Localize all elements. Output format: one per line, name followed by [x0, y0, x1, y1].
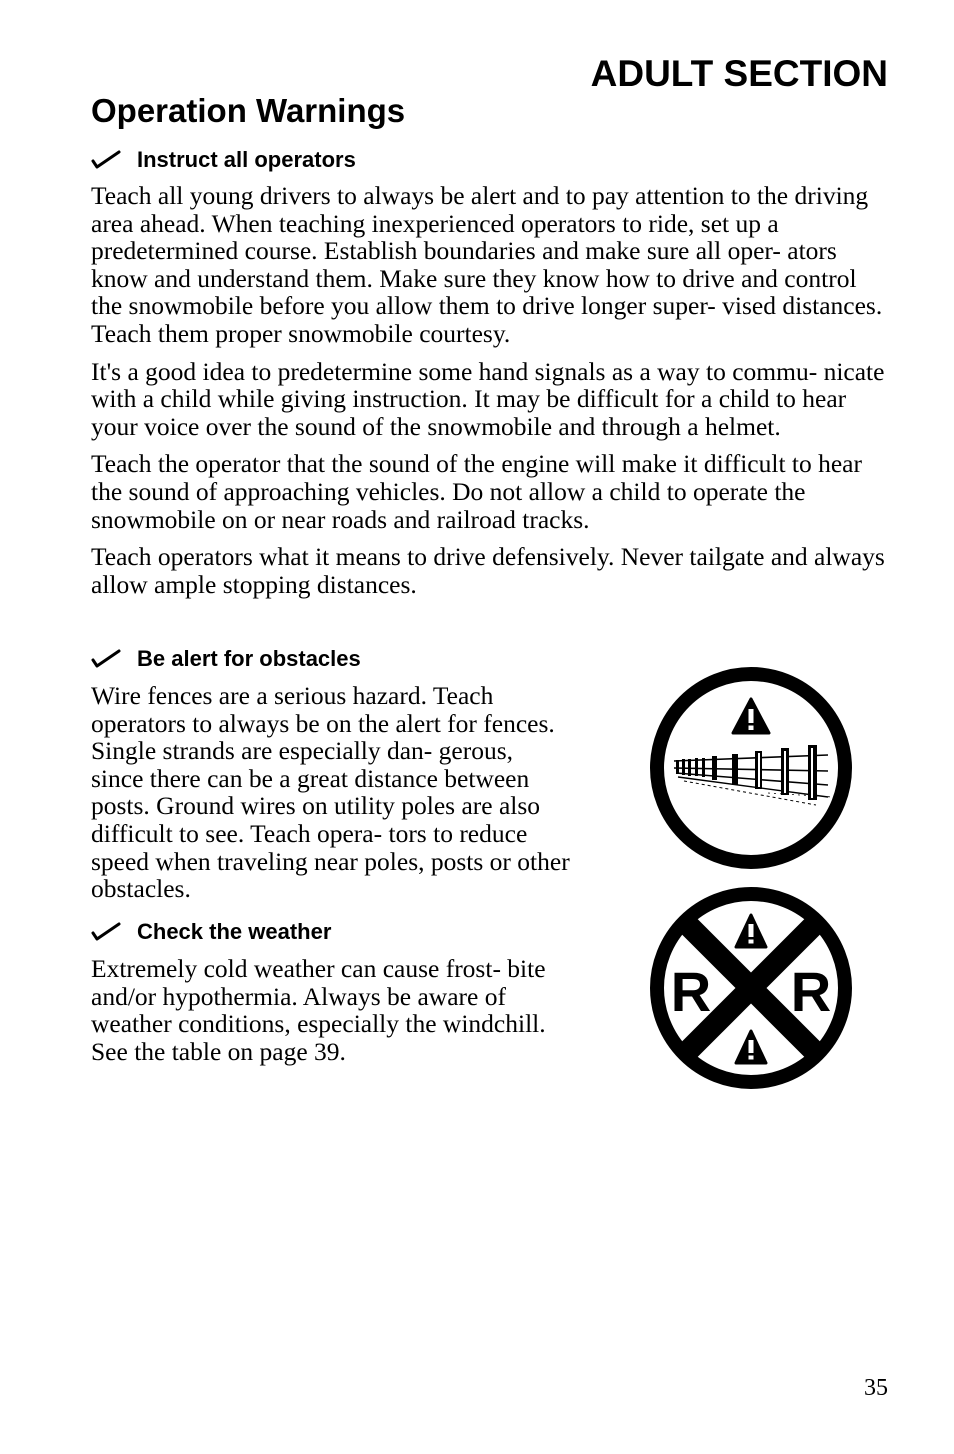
paragraph: Teach all young drivers to always be alert and to pay attention to the driving area ahead. When teaching inexperienced operators to ride, set up a predetermined course. Establish boundaries and make sure all oper- ators know and understand them. Make sure they know how to drive and control the snowmobile before you allow them to drive longer super- vised distances. Teach them proper snowmobile courtesy.: [91, 181, 883, 348]
fence-warning-sign-icon: [648, 665, 854, 871]
check-weather-body: [91, 955, 571, 1075]
subheading-check-weather: [91, 918, 331, 946]
railroad-crossing-sign-icon: [648, 885, 854, 1091]
checkmark-icon: [91, 150, 121, 170]
alert-obstacles-body: [91, 682, 571, 913]
paragraph: Teach operators what it means to drive defensively. Never tailgate and always allow ample stopping distances.: [91, 542, 885, 599]
section-title: ADULT SECTION: [590, 53, 888, 94]
checkmark-icon: [91, 922, 121, 942]
paragraph: Teach the operator that the sound of the engine will make it difficult to hear the sound of approaching vehicles. Do not allow a child to operate the snowmobile on or near roads and railroad tracks.: [91, 449, 862, 534]
subheading-label: Be alert for obstacles: [137, 646, 361, 671]
paragraph: Wire fences are a serious hazard. Teach operators to always be on the alert for fences. Single strands are especially dan- gerous, since there can be a great distance between posts. Ground wires on utility poles are also difficult to see. Teach opera- tors to reduce speed when traveling near poles, posts or other obstacles.: [91, 681, 570, 904]
page-heading: Operation Warnings: [91, 92, 406, 129]
paragraph: It's a good idea to predetermine some hand signals as a way to commu- nicate with a child while giving instruction. It may be difficult for a child to hear your voice over the sound of the snowmobile and through a helmet.: [91, 356, 885, 441]
page-number: 35: [864, 1375, 888, 1401]
subheading-label: Check the weather: [137, 919, 332, 944]
subheading-instruct-operators: [91, 146, 356, 174]
checkmark-icon: [91, 649, 121, 669]
subheading-label: Instruct all operators: [137, 147, 356, 172]
paragraph: Extremely cold weather can cause frost- bite and/or hypothermia. Always be aware of weather conditions, especially the windchill. See the table on page 39.: [91, 954, 546, 1066]
subheading-alert-obstacles: [91, 645, 361, 673]
instruct-operators-body: [91, 182, 891, 608]
railroad-letter-right: R: [790, 960, 832, 1023]
railroad-letter-left: R: [670, 960, 712, 1023]
